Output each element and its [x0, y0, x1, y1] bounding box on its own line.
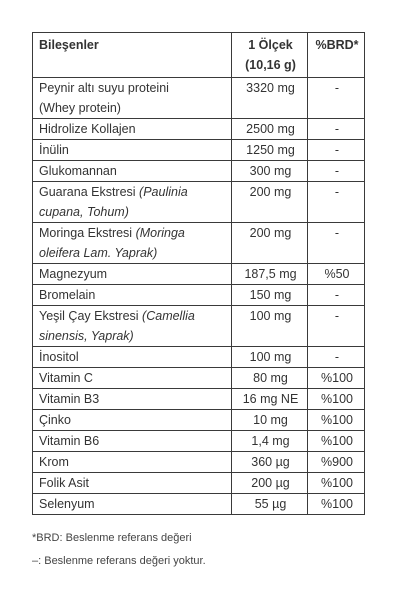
ingredient-name: [39, 431, 227, 451]
table-row: [33, 140, 365, 161]
table-row: [33, 389, 365, 410]
ingredient-cell: [33, 368, 232, 389]
ingredient-name: [39, 223, 227, 243]
ingredient-name: [39, 494, 227, 514]
ingredient-cell: [33, 182, 232, 223]
rda-cell: -: [308, 78, 365, 119]
ingredient-latin-name-line2: oleifera Lam. Yaprak): [39, 246, 158, 260]
ingredient-name-text: Peynir altı suyu proteini: [39, 81, 169, 95]
ingredient-name-text: Krom: [39, 455, 69, 469]
ingredient-name: [39, 368, 227, 388]
ingredient-name: [39, 161, 227, 181]
amount-cell: 200 µg: [232, 473, 308, 494]
ingredient-name-text: İnositol: [39, 350, 79, 364]
header-amount-line1: 1 Ölçek: [248, 38, 293, 52]
rda-cell: %100: [308, 410, 365, 431]
ingredient-cell: [33, 119, 232, 140]
ingredient-name-text: Moringa Ekstresi: [39, 226, 136, 240]
ingredient-latin-name-line2: cupana, Tohum): [39, 205, 129, 219]
amount-cell: 100 mg: [232, 347, 308, 368]
header-amount-line2: (10,16 g): [245, 58, 296, 72]
rda-cell: %100: [308, 368, 365, 389]
ingredient-cell: [33, 140, 232, 161]
ingredient-name: [39, 78, 227, 98]
table-row: [33, 410, 365, 431]
ingredient-name-text: Vitamin B6: [39, 434, 100, 448]
rda-cell: -: [308, 119, 365, 140]
amount-cell: 200 mg: [232, 223, 308, 264]
rda-cell: %100: [308, 431, 365, 452]
table-row: [33, 452, 365, 473]
rda-cell: -: [308, 140, 365, 161]
table-row: [33, 494, 365, 515]
amount-cell: 10 mg: [232, 410, 308, 431]
ingredient-name-line2: (Whey protein): [39, 101, 121, 115]
amount-cell: 1250 mg: [232, 140, 308, 161]
table-row: [33, 473, 365, 494]
ingredient-name: [39, 182, 227, 202]
header-amount: [232, 33, 308, 78]
ingredient-name-text: Vitamin C: [39, 371, 93, 385]
ingredient-cell: [33, 347, 232, 368]
amount-cell: 100 mg: [232, 306, 308, 347]
ingredient-name: [39, 285, 227, 305]
ingredient-name-text: Çinko: [39, 413, 71, 427]
table-row: [33, 306, 365, 347]
ingredient-name: [39, 389, 227, 409]
amount-cell: 150 mg: [232, 285, 308, 306]
ingredient-name: [39, 306, 227, 326]
table-row: [33, 285, 365, 306]
ingredient-cell: [33, 285, 232, 306]
header-rda: %BRD*: [308, 33, 365, 78]
ingredient-name-text: Selenyum: [39, 497, 95, 511]
amount-cell: 187,5 mg: [232, 264, 308, 285]
ingredient-cell: [33, 223, 232, 264]
rda-cell: -: [308, 161, 365, 182]
amount-cell: 2500 mg: [232, 119, 308, 140]
ingredient-cell: [33, 494, 232, 515]
rda-cell: -: [308, 182, 365, 223]
nutrition-table-wrapper: [32, 32, 364, 515]
table-row: [33, 119, 365, 140]
ingredient-name-line2: [39, 326, 227, 346]
ingredient-latin-name: (Camellia: [142, 309, 195, 323]
rda-cell: %100: [308, 494, 365, 515]
ingredient-cell: [33, 431, 232, 452]
rda-cell: %50: [308, 264, 365, 285]
ingredient-name-text: Yeşil Çay Ekstresi: [39, 309, 143, 323]
table-row: [33, 264, 365, 285]
ingredient-cell: [33, 473, 232, 494]
ingredient-name-text: Folik Asit: [39, 476, 90, 490]
ingredient-name-text: Guarana Ekstresi: [39, 185, 140, 199]
amount-cell: 16 mg NE: [232, 389, 308, 410]
ingredient-name: [39, 264, 227, 284]
ingredient-name-line2: [39, 243, 227, 263]
table-row: [33, 431, 365, 452]
rda-cell: %100: [308, 473, 365, 494]
footnote-dash: –: Beslenme referans değeri yoktur.: [32, 555, 206, 567]
table-row: [33, 368, 365, 389]
footnote-brd: *BRD: Beslenme referans değeri: [32, 532, 192, 544]
amount-cell: 1,4 mg: [232, 431, 308, 452]
ingredient-cell: [33, 452, 232, 473]
ingredient-cell: [33, 78, 232, 119]
ingredient-name: [39, 452, 227, 472]
amount-cell: 55 µg: [232, 494, 308, 515]
ingredient-latin-name: (Paulinia: [139, 185, 188, 199]
nutrition-table: [32, 32, 365, 515]
header-component: Bileşenler: [33, 33, 232, 78]
rda-cell: %100: [308, 389, 365, 410]
ingredient-cell: [33, 161, 232, 182]
amount-cell: 200 mg: [232, 182, 308, 223]
ingredient-latin-name: (Moringa: [135, 226, 185, 240]
rda-cell: -: [308, 285, 365, 306]
ingredient-name-text: Glukomannan: [39, 164, 117, 178]
ingredient-cell: [33, 389, 232, 410]
rda-cell: %900: [308, 452, 365, 473]
rda-cell: -: [308, 306, 365, 347]
ingredient-name-text: İnülin: [39, 143, 69, 157]
ingredient-name: [39, 140, 227, 160]
table-row: [33, 161, 365, 182]
table-header-row: [33, 33, 365, 78]
table-row: [33, 223, 365, 264]
ingredient-name-text: Hidrolize Kollajen: [39, 122, 136, 136]
ingredient-name: [39, 473, 227, 493]
ingredient-cell: [33, 264, 232, 285]
table-body: [33, 78, 365, 515]
table-row: [33, 78, 365, 119]
amount-cell: 360 µg: [232, 452, 308, 473]
table-row: [33, 182, 365, 223]
ingredient-name-text: Bromelain: [39, 288, 96, 302]
ingredient-cell: [33, 306, 232, 347]
ingredient-name: [39, 347, 227, 367]
ingredient-latin-name-line2: sinensis, Yaprak): [39, 329, 134, 343]
ingredient-name: [39, 119, 227, 139]
ingredient-name: [39, 410, 227, 430]
ingredient-name-text: Magnezyum: [39, 267, 108, 281]
amount-cell: 3320 mg: [232, 78, 308, 119]
amount-cell: 300 mg: [232, 161, 308, 182]
ingredient-cell: [33, 410, 232, 431]
ingredient-name-line2: [39, 202, 227, 222]
table-row: [33, 347, 365, 368]
ingredient-name-text: Vitamin B3: [39, 392, 100, 406]
rda-cell: -: [308, 223, 365, 264]
amount-cell: 80 mg: [232, 368, 308, 389]
rda-cell: -: [308, 347, 365, 368]
